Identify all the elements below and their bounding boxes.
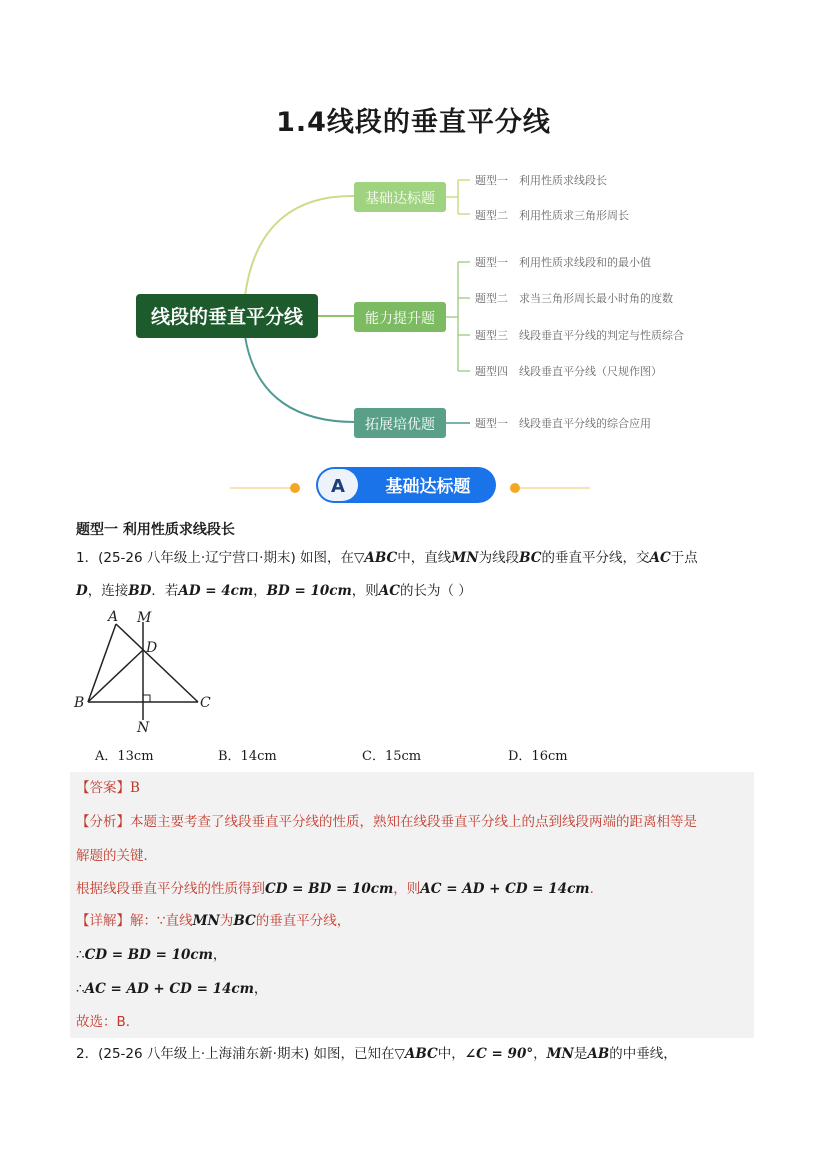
q2-mn: MN [546, 1046, 574, 1062]
seg-ab [88, 624, 116, 702]
q2-text: 是 [573, 1046, 588, 1062]
option-d[interactable]: D．16cm [508, 749, 568, 764]
answer-line [76, 778, 140, 798]
q1-text: 的长为（ ） [400, 583, 472, 599]
eq-ac: AC = AD + CD = 14cm [420, 881, 590, 897]
b1-item1-tag: 题型一 [475, 174, 508, 187]
analysis-tag: 【分析】 [76, 814, 130, 830]
branch-2-label: 能力提升题 [365, 311, 435, 327]
label-d: D [146, 640, 158, 656]
q2-ab: AB [587, 1046, 610, 1062]
final-choice: 故选：B． [76, 1014, 140, 1030]
step-1-punct: ， [212, 947, 227, 963]
right-angle-mark [143, 695, 150, 702]
step-1-eq: CD = BD = 10cm [84, 947, 213, 963]
b2-item2-text: 求当三角形周长最小时角的度数 [519, 292, 673, 305]
q1-cond-bd: BD = 10cm [266, 583, 352, 599]
step-1 [76, 945, 226, 965]
detail-text: 的垂直平分线， [255, 913, 351, 929]
q1-text: 于点 [670, 550, 698, 566]
label-n: N [137, 720, 150, 734]
step-2-eq: AC = AD + CD = 14cm [84, 981, 254, 997]
q1-text: ，连接 [87, 583, 129, 599]
label-a: A [108, 609, 119, 625]
branch-1-label: 基础达标题 [365, 191, 435, 207]
page-title: 1.4线段的垂直平分线 [276, 107, 551, 138]
q1-bc: BC [519, 550, 542, 566]
section-banner [220, 462, 600, 508]
q1-text: ， [253, 583, 267, 599]
q2-line-1 [76, 1044, 677, 1064]
q1-bd: BD [128, 583, 152, 599]
b1-item1-text: 利用性质求线段长 [519, 174, 607, 187]
banner-letter: A [331, 476, 345, 497]
mind-map [0, 0, 827, 460]
b2-item2-tag: 题型二 [475, 292, 508, 305]
analysis-text: 根据线段垂直平分线的性质得到 [76, 881, 265, 897]
step-2 [76, 979, 267, 999]
b2-item3-tag: 题型三 [475, 329, 508, 342]
label-m: M [137, 610, 152, 626]
q1-d: D [76, 583, 88, 599]
detail-text: 为 [219, 913, 234, 929]
detail-line [76, 911, 350, 931]
branch-3-label: 拓展培优题 [365, 417, 435, 433]
q2-text: 中， [437, 1046, 465, 1062]
connector-branch-3 [245, 336, 355, 422]
q1-text: 中，直线 [397, 550, 452, 566]
b1-item2-tag: 题型二 [475, 209, 508, 222]
q1-text: ，则 [351, 583, 379, 599]
q1-cond-ad: AD = 4cm [178, 583, 254, 599]
b3-item1-tag: 题型一 [475, 417, 508, 430]
b2-item3-text: 线段垂直平分线的判定与性质综合 [519, 329, 684, 342]
b1-item2-text: 利用性质求三角形周长 [519, 209, 629, 222]
q2-text: 的中垂线， [609, 1046, 677, 1062]
section-heading: 题型一 利用性质求线段长 [76, 522, 235, 538]
answer-value: B [130, 780, 140, 796]
banner-dot-right [510, 483, 520, 493]
step-2-punct: ， [253, 981, 268, 997]
analysis-text: 本题主要考查了线段垂直平分线的性质，熟知在线段垂直平分线上的点到线段两端的距离相等是 [130, 814, 697, 830]
q1-line-2 [76, 581, 472, 601]
option-b[interactable]: B．14cm [218, 749, 277, 764]
root-node-label: 线段的垂直平分线 [150, 306, 304, 328]
q1-text: ．若 [151, 583, 179, 599]
eq-cd-bd: CD = BD = 10cm [265, 881, 394, 897]
analysis-text: ，则 [393, 881, 421, 897]
q2-text: ， [533, 1046, 547, 1062]
q1-figure [70, 606, 220, 734]
b2-item1-tag: 题型一 [475, 256, 508, 269]
b2-item4-text: 线段垂直平分线（尺规作图） [519, 365, 662, 378]
label-c: C [200, 695, 211, 711]
q1-text: 为线段 [478, 550, 520, 566]
detail-text: 解：∵直线 [130, 913, 193, 929]
option-c[interactable]: C．15cm [362, 749, 422, 764]
label-b: B [74, 695, 85, 711]
analysis-line-2: 解题的关键． [76, 848, 157, 864]
therefore-sign: ∴ [76, 981, 85, 997]
analysis-line-3 [76, 879, 603, 899]
seg-bd [88, 650, 143, 702]
b3-item1-text: 线段垂直平分线的综合应用 [519, 417, 651, 430]
detail-bc: BC [233, 913, 256, 929]
analysis-text: ． [589, 881, 604, 897]
q1-triangle: ▽ABC [354, 550, 398, 566]
b2-item1-text: 利用性质求线段和的最小值 [519, 256, 651, 269]
q1-text: 的垂直平分线，交 [541, 550, 650, 566]
q1-mn: MN [451, 550, 479, 566]
analysis-line-1 [76, 812, 697, 832]
q2-angle: ∠C = 90° [464, 1046, 534, 1062]
q2-triangle: ▽ABC [394, 1046, 438, 1062]
q1-line-1 [76, 548, 698, 568]
therefore-sign: ∴ [76, 947, 85, 963]
detail-tag: 【详解】 [76, 913, 130, 929]
answer-tag: 【答案】 [76, 780, 130, 796]
q2-prefix: 2．(25-26 八年级上·上海浦东新·期末) 如图，已知在 [76, 1046, 395, 1062]
q1-prefix: 1．(25-26 八年级上·辽宁营口·期末) 如图，在 [76, 550, 355, 566]
q1-ac-2: AC [378, 583, 400, 599]
option-a[interactable]: A．13cm [95, 749, 154, 764]
detail-mn: MN [192, 913, 220, 929]
b2-item4-tag: 题型四 [475, 365, 508, 378]
q1-ac: AC [649, 550, 671, 566]
banner-dot-left [290, 483, 300, 493]
banner-label: 基础达标题 [385, 477, 471, 497]
connector-branch-1 [245, 196, 355, 296]
